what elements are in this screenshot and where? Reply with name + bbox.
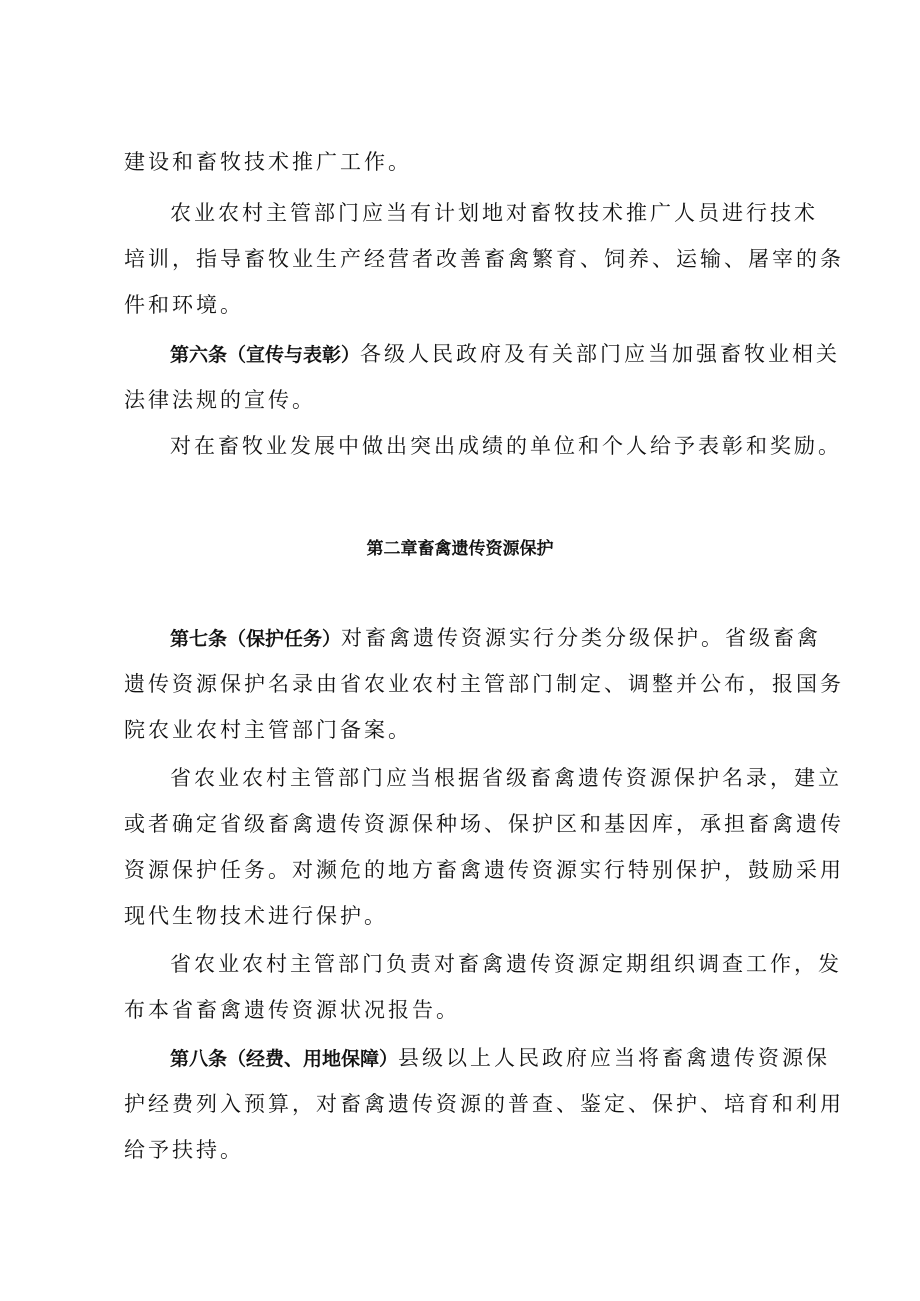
paragraph-line: 院农业农村主管部门备案。: [124, 718, 412, 742]
article-7-text: 对畜禽遗传资源实行分类分级保护。省级畜禽: [341, 626, 822, 650]
paragraph-line: 农业农村主管部门应当有计划地对畜牧技术推广人员进行技术: [170, 201, 818, 225]
paragraph-line: 法律法规的宣传。: [124, 388, 316, 412]
article-6-text: 各级人民政府及有关部门应当加强畜牧业相关: [360, 342, 841, 366]
article-8-title: 第八条（经费、用地保障）: [170, 1048, 399, 1070]
paragraph-line: 或者确定省级畜禽遗传资源保种场、保护区和基因库，承担畜禽遗传: [124, 812, 844, 836]
paragraph-line: 布本省畜禽遗传资源状况报告。: [124, 998, 460, 1022]
paragraph-line: 护经费列入预算，对畜禽遗传资源的普查、鉴定、保护、培育和利用: [124, 1092, 844, 1116]
article-8-line: [170, 1044, 831, 1073]
paragraph-line: 件和环境。: [124, 293, 244, 317]
article-7-title: 第七条（保护任务）: [170, 628, 342, 650]
paragraph-line: 培训，指导畜牧业生产经营者改善畜禽繁育、饲养、运输、屠宰的条: [124, 247, 844, 271]
article-6-line: [170, 340, 841, 369]
article-6-title: 第六条（宣传与表彰）: [170, 344, 361, 366]
paragraph-line: 给予扶持。: [124, 1138, 244, 1162]
paragraph-line: 建设和畜牧技术推广工作。: [124, 150, 412, 174]
chapter-heading: 第二章畜禽遗传资源保护: [366, 539, 554, 559]
paragraph-line: 遗传资源保护名录由省农业农村主管部门制定、调整并公布，报国务: [124, 672, 844, 696]
paragraph-line: 省农业农村主管部门负责对畜禽遗传资源定期组织调查工作，发: [170, 952, 842, 976]
paragraph-line: 现代生物技术进行保护。: [124, 904, 388, 928]
article-8-text: 县级以上人民政府应当将畜禽遗传资源保: [398, 1046, 831, 1070]
paragraph-line: 对在畜牧业发展中做出突出成绩的单位和个人给予表彰和奖励。: [170, 434, 842, 458]
article-7-line: [170, 624, 820, 653]
paragraph-line: 资源保护任务。对濒危的地方畜禽遗传资源实行特别保护，鼓励采用: [124, 858, 844, 882]
paragraph-line: 省农业农村主管部门应当根据省级畜禽遗传资源保护名录，建立: [170, 766, 842, 790]
